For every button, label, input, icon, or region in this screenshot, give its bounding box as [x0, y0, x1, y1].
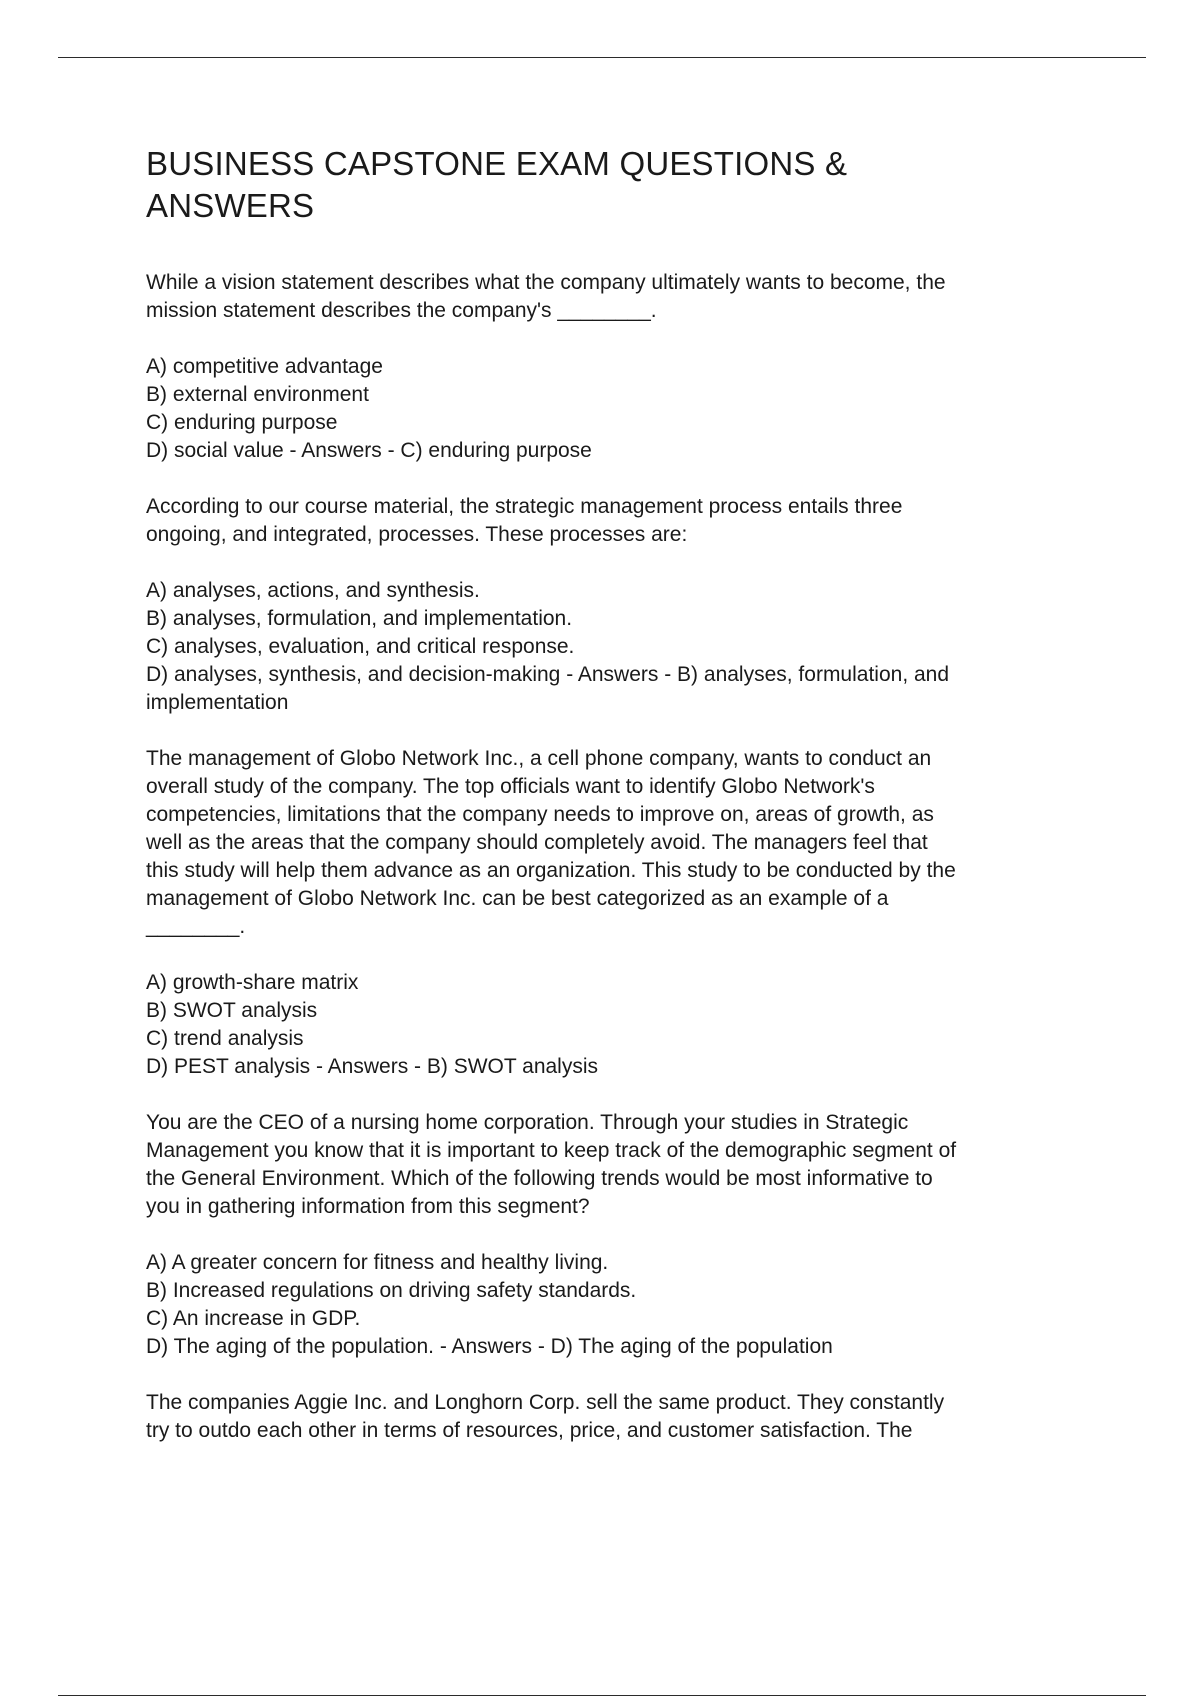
footer-rule [58, 1695, 1146, 1696]
text-line: Management you know that it is important to keep track of the demographic segment of [146, 1139, 957, 1162]
text-line: ongoing, and integrated, processes. These processes are: [146, 523, 688, 546]
text-line: competencies, limitations that the company needs to improve on, areas of growth, as [146, 803, 934, 826]
option-line: B) external environment [146, 383, 369, 406]
question-1 [146, 269, 1096, 325]
page-title [146, 143, 1096, 227]
option-line: B) Increased regulations on driving safety standards. [146, 1279, 637, 1302]
text-line: While a vision statement describes what the company ultimately wants to become, the [146, 271, 946, 294]
page-content [146, 143, 1096, 1473]
text-line: The management of Globo Network Inc., a cell phone company, wants to conduct an [146, 747, 932, 770]
title-line: ANSWERS [146, 187, 315, 224]
option-line: A) competitive advantage [146, 355, 383, 378]
text-line: try to outdo each other in terms of resources, price, and customer satisfaction. The [146, 1419, 913, 1442]
header-rule [58, 57, 1146, 58]
option-line: implementation [146, 691, 289, 714]
option-line: C) analyses, evaluation, and critical response. [146, 635, 575, 658]
option-line: D) social value - Answers - C) enduring purpose [146, 439, 592, 462]
option-line: C) An increase in GDP. [146, 1307, 361, 1330]
text-line: you in gathering information from this segment? [146, 1195, 590, 1218]
text-line: The companies Aggie Inc. and Longhorn Corp. sell the same product. They constantly [146, 1391, 945, 1414]
option-line: A) A greater concern for fitness and healthy living. [146, 1251, 609, 1274]
text-line: overall study of the company. The top officials want to identify Globo Network's [146, 775, 875, 798]
text-line: well as the areas that the company should completely avoid. The managers feel that [146, 831, 928, 854]
option-line: B) SWOT analysis [146, 999, 318, 1022]
text-line: management of Globo Network Inc. can be best categorized as an example of a [146, 887, 889, 910]
options-1 [146, 353, 1096, 465]
text-line: ________. [146, 915, 246, 938]
option-line: D) PEST analysis - Answers - B) SWOT analysis [146, 1055, 599, 1078]
question-4 [146, 1109, 1096, 1221]
option-line: C) enduring purpose [146, 411, 338, 434]
text-line: the General Environment. Which of the following trends would be most informative to [146, 1167, 933, 1190]
title-line: BUSINESS CAPSTONE EXAM QUESTIONS & [146, 145, 848, 182]
question-3 [146, 745, 1096, 941]
option-line: B) analyses, formulation, and implementation. [146, 607, 573, 630]
text-line: mission statement describes the company's ________. [146, 299, 657, 322]
option-line: C) trend analysis [146, 1027, 304, 1050]
option-line: A) growth-share matrix [146, 971, 359, 994]
text-line: According to our course material, the strategic management process entails three [146, 495, 903, 518]
options-3 [146, 969, 1096, 1081]
question-2 [146, 493, 1096, 549]
question-5 [146, 1389, 1096, 1445]
options-2 [146, 577, 1096, 717]
text-line: this study will help them advance as an organization. This study to be conducted by the [146, 859, 956, 882]
options-4 [146, 1249, 1096, 1361]
option-line: A) analyses, actions, and synthesis. [146, 579, 480, 602]
option-line: D) The aging of the population. - Answers - D) The aging of the population [146, 1335, 833, 1358]
text-line: You are the CEO of a nursing home corporation. Through your studies in Strategic [146, 1111, 909, 1134]
option-line: D) analyses, synthesis, and decision-making - Answers - B) analyses, formulation, and [146, 663, 950, 686]
